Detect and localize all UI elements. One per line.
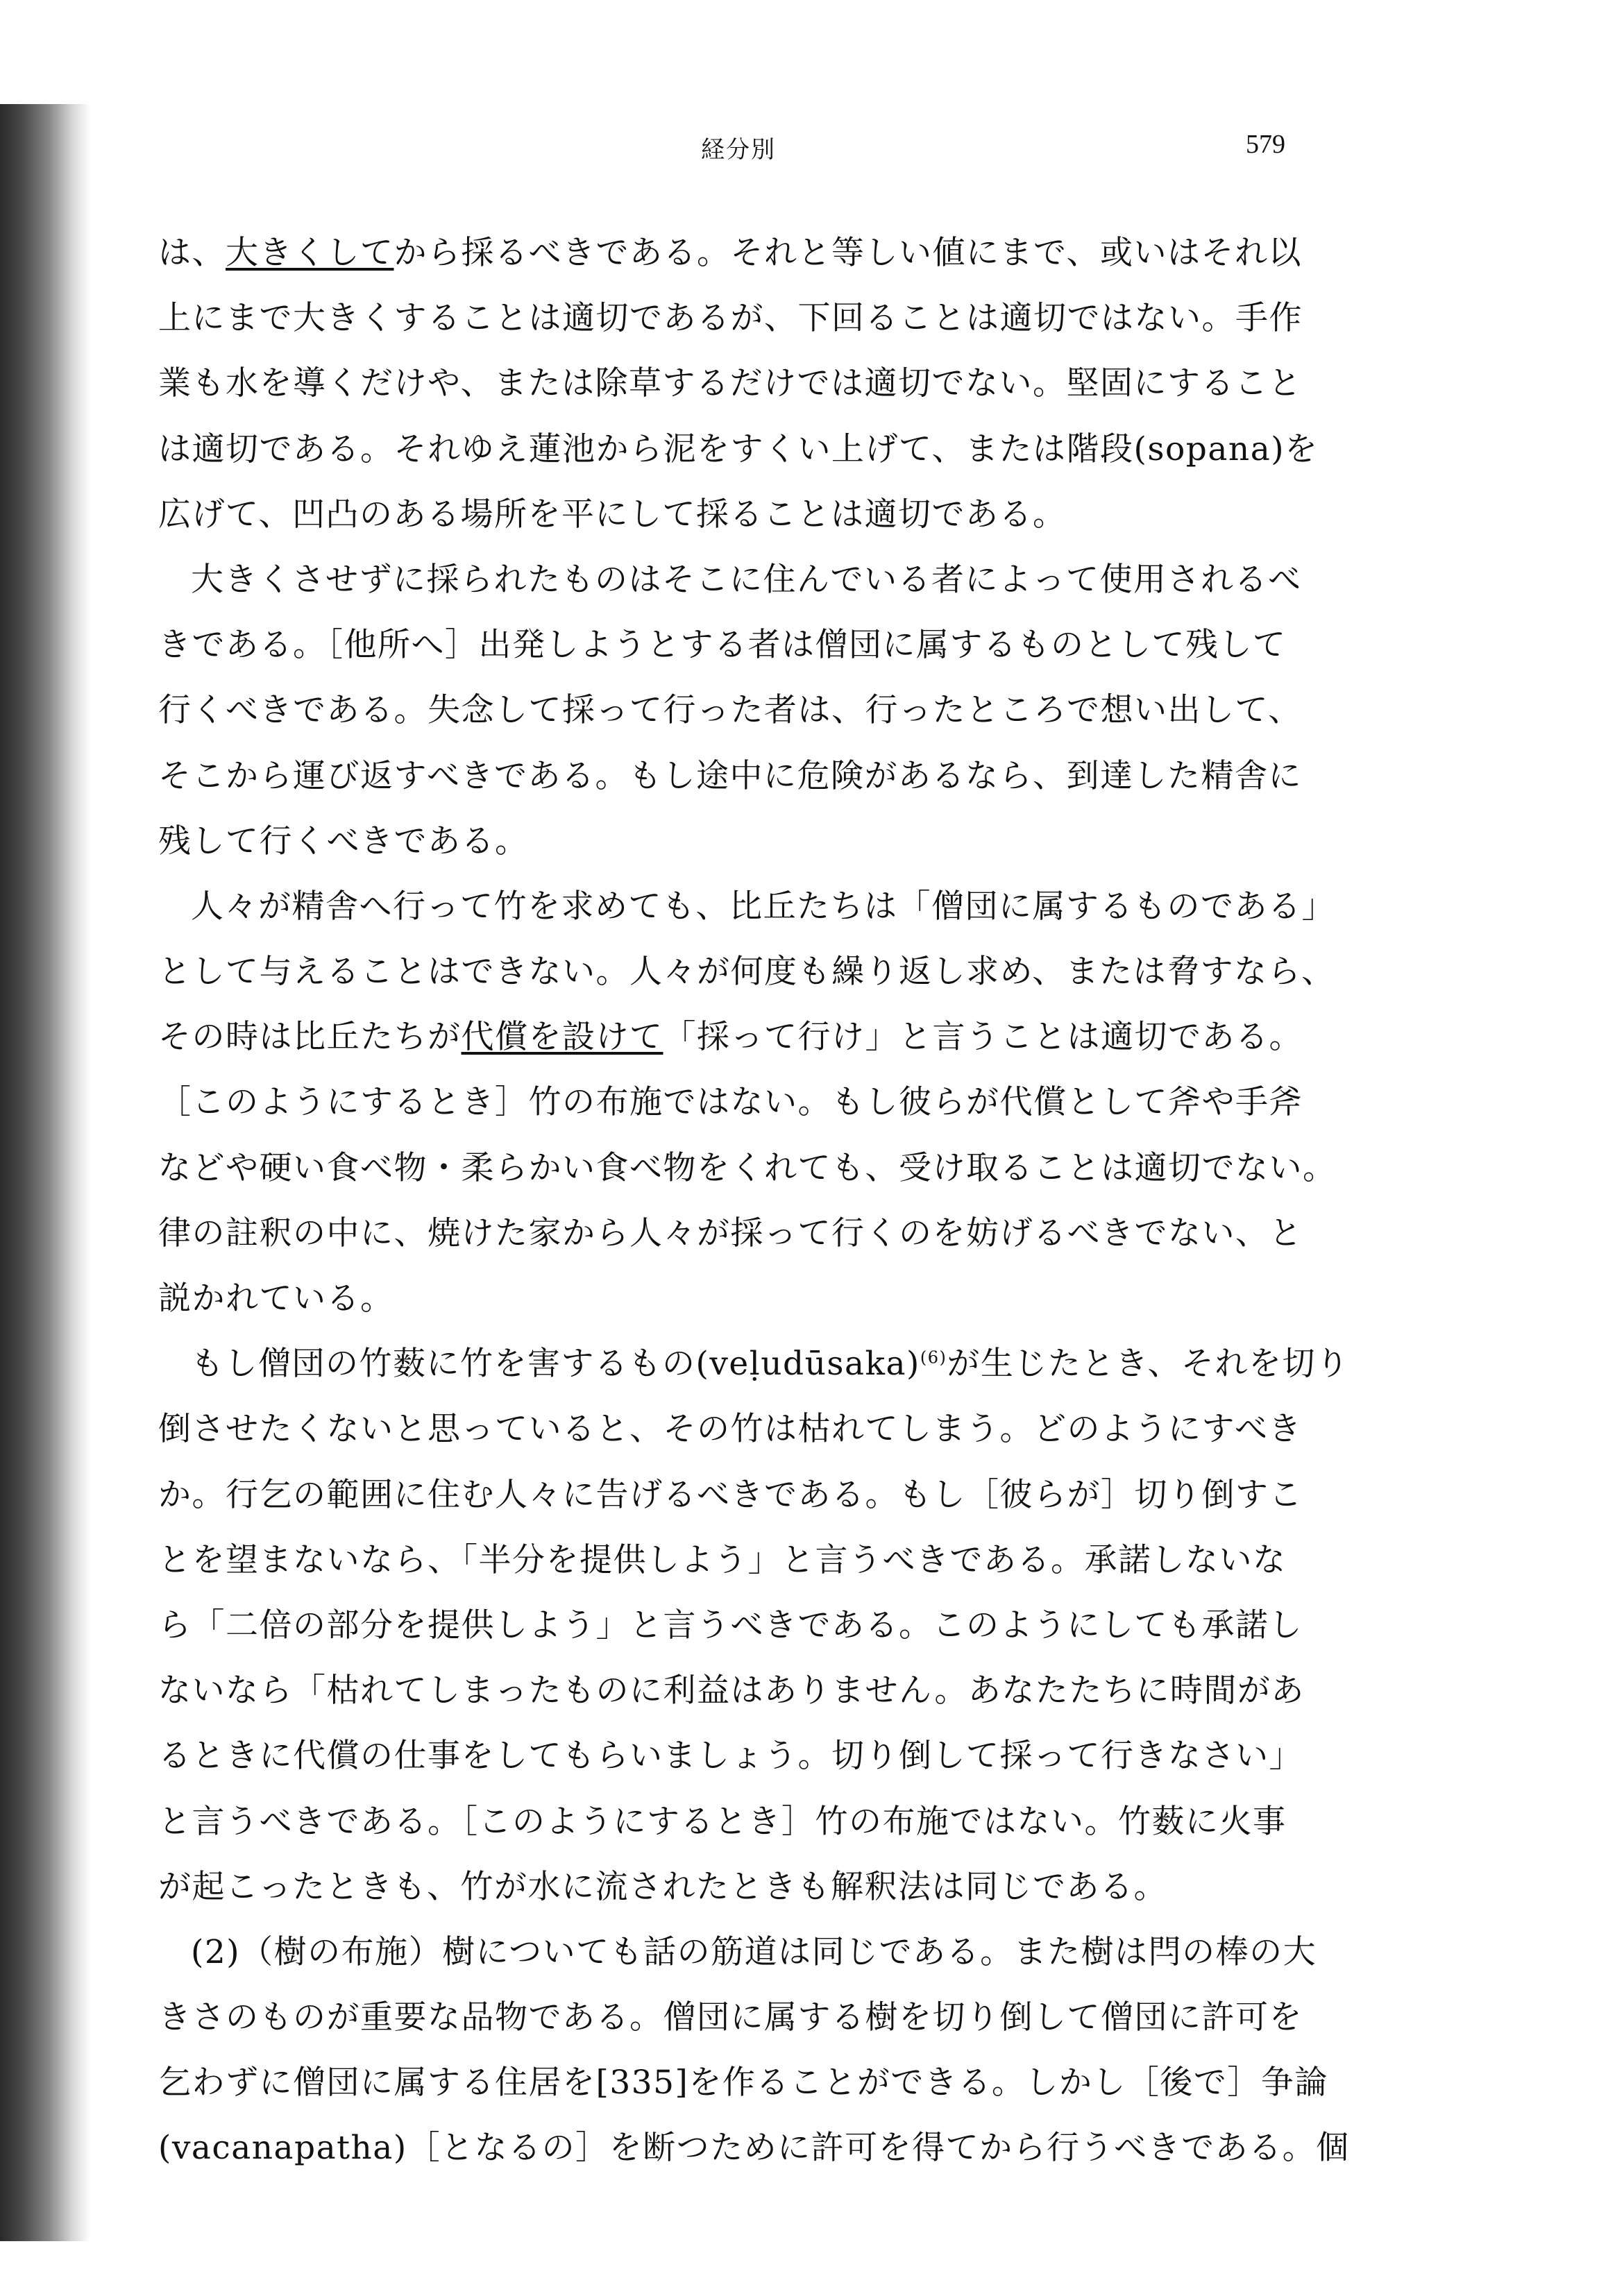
text-line: 残して行くべきである。 bbox=[158, 822, 529, 860]
text-line: 乞わずに僧団に属する住居を[335]を作ることができる。しかし［後で］争論 bbox=[158, 2064, 1328, 2102]
text-line: ないなら「枯れてしまったものに利益はありません。あなたたちに時間があ bbox=[158, 1672, 1305, 1710]
text-line: 律の註釈の中に、焼けた家から人々が採って行くのを妨げるべきでない、と bbox=[158, 1214, 1303, 1252]
scan-shadow bbox=[0, 104, 90, 2241]
text-line: などや硬い食べ物・柔らかい食べ物をくれても、受け取ることは適切でない。 bbox=[158, 1148, 1337, 1187]
text-line: 倒させたくないと思っていると、その竹は枯れてしまう。どのようにすべき bbox=[158, 1410, 1303, 1449]
text-line: きである。［他所へ］出発しようとする者は僧団に属するものとして残して bbox=[158, 626, 1287, 665]
text-line: 上にまで大きくすることは適切であるが、下回ることは適切ではない。手作 bbox=[158, 299, 1303, 338]
text-line: 人々が精舎へ行って竹を求めても、比丘たちは「僧団に属するものである」 bbox=[191, 887, 1335, 926]
text-line: とを望まないなら、「半分を提供しよう」と言うべきである。承諾しないな bbox=[158, 1540, 1287, 1579]
text-line: が起こったときも、竹が水に流されたときも解釈法は同じである。 bbox=[158, 1867, 1168, 1906]
text-line: もし僧団の竹薮に竹を害するもの(veḷudūsaka)$^{(6)}$が生じたとき、それを切り bbox=[191, 1345, 1350, 1384]
underlined-phrase: 代償を設けて bbox=[461, 1018, 663, 1057]
text-line: その時は比丘たちが代償を設けて「採って行け」と言うことは適切である。 bbox=[158, 1018, 1303, 1057]
body-text bbox=[158, 221, 1352, 2182]
text-line: 大きくさせずに採られたものはそこに住んでいる者によって使用されるべ bbox=[191, 560, 1302, 599]
text-line: 業も水を導くだけや、または除草するだけでは適切でない。堅固にすること bbox=[158, 364, 1303, 403]
page-header bbox=[0, 130, 1624, 172]
text-line: か。行乞の範囲に住む人々に告げるべきである。もし［彼らが］切り倒すこ bbox=[158, 1475, 1303, 1514]
text-line: と言うべきである。［このようにするとき］竹の布施ではない。竹薮に火事 bbox=[158, 1802, 1287, 1841]
page-number: 579 bbox=[1246, 130, 1285, 159]
text-line: そこから運び返すべきである。もし途中に危険があるなら、到達した精舎に bbox=[158, 756, 1303, 795]
text-line: として与えることはできない。人々が何度も繰り返し求め、または脅すなら、 bbox=[158, 953, 1335, 992]
text-line: きさのものが重要な品物である。僧団に属する樹を切り倒して僧団に許可を bbox=[158, 1998, 1303, 2037]
text-line: は適切である。それゆえ蓮池から泥をすくい上げて、または階段(sopana)を bbox=[158, 430, 1319, 468]
text-line: 広げて、凹凸のある場所を平にして採ることは適切である。 bbox=[158, 495, 1067, 534]
running-title: 経分別 bbox=[701, 136, 776, 164]
text-line: るときに代償の仕事をしてもらいましょう。切り倒して採って行きなさい」 bbox=[158, 1737, 1303, 1776]
text-line: は、大きくしてから採るべきである。それと等しい値にまで、或いはそれ以 bbox=[158, 234, 1303, 272]
text-line: (2)（樹の布施）樹についても話の筋道は同じである。また樹は閂の棒の大 bbox=[191, 1932, 1317, 1971]
text-line: 行くべきである。失念して採って行った者は、行ったところで想い出して、 bbox=[158, 691, 1302, 730]
text-line: ［このようにするとき］竹の布施ではない。もし彼らが代償として斧や手斧 bbox=[158, 1083, 1303, 1122]
underlined-phrase: 大きくして bbox=[226, 234, 394, 272]
text-line: ら「二倍の部分を提供しよう」と言うべきである。このようにしても承諾し bbox=[158, 1606, 1303, 1644]
footnote-marker: (6) bbox=[920, 1347, 947, 1368]
text-line: 説かれている。 bbox=[158, 1279, 394, 1318]
text-line: (vacanapatha)［となるの］を断つために許可を得てから行うべきである。個 bbox=[158, 2129, 1350, 2168]
